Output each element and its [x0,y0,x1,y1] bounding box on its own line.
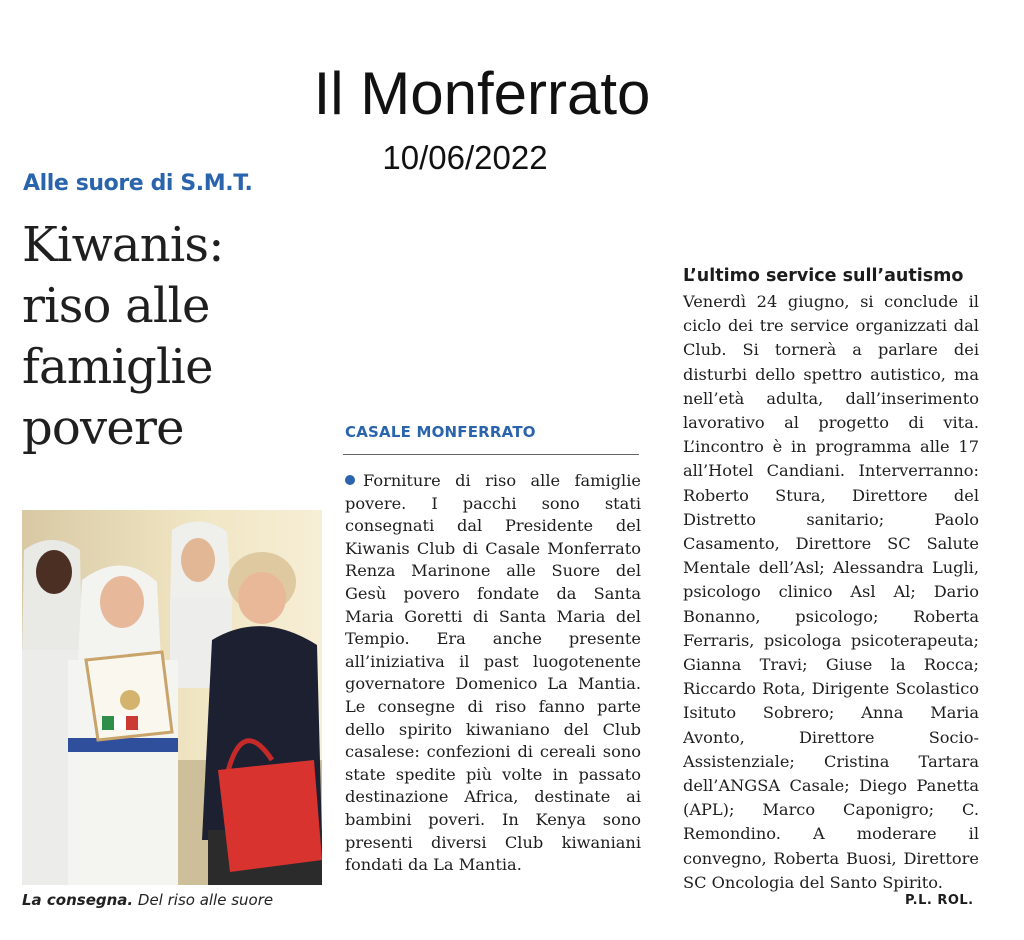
headline-line: povere [22,400,184,456]
article-byline: P.L. ROL. [905,893,974,908]
caption-lead: La consegna. [22,891,134,909]
sidebar-heading: L’ultimo service sull’autismo [683,266,964,286]
photo-caption [22,891,273,909]
section-label: CASALE MONFERRATO [345,423,536,441]
newspaper-masthead: Il Monferrato [313,60,651,127]
headline-line: Kiwanis: [22,217,224,273]
headline-line: famiglie [22,339,213,395]
caption-text: Del riso alle suore [133,891,274,909]
headline-line: riso alle [22,278,210,334]
article-body-text: Forniture di riso alle famiglie povere. I pacchi sono stati consegnati dal Presidente del Kiwanis Club di Casale Monferrato Renza Marinone alle Suore del Gesù povero fondate da Santa Maria Goretti di Santa Maria del Tempio. Era anche presente all’iniziativa il past luogotenente governatore Domenico La Mantia. Le consegne di riso fanno parte dello spirito kiwaniano del Club casalese: confezioni di cereali sono state spedite più volte in passato destinazione Africa, destinate ai bambini poveri. In Kenya sono presenti diversi Club kiwaniani fondati da La Mantia. [345,471,641,875]
publication-date: 10/06/2022 [382,139,548,176]
article-photo [22,510,322,885]
section-divider [343,454,639,455]
article-headline [22,215,224,459]
article-kicker: Alle suore di S.M.T. [23,171,253,196]
sidebar-body: Venerdì 24 giugno, si conclude il ciclo dei tre service organizzati dal Club. Si tornerà a parlare dei disturbi dello spettro autistico, ma nell’età adulta, dall’inserimento lavorativo al progetto di vita. L’incontro è in programma alle 17 all’Hotel Candiani. Interverranno: Roberto Stura, Direttore del Distretto sanitario; Paolo Casamento, Direttore SC Salute Mentale dell’Asl; Alessandra Lugli, psicologo clinico Asl Al; Dario Bonanno, psicologo; Roberta Ferraris, psicologa psicoterapeuta; Gianna Travi; Giuse la Rocca; Riccardo Rota, Dirigente Scolastico Isituto Sobrero; Anna Maria Avonto, Direttore Socio-Assistenziale; Cristina Tartara dell’ANGSA Casale; Diego Panetta (APL); Marco Caponigro; C. Remondino. A moderare il convegno, Roberta Buosi, Direttore SC Oncologia del Santo Spirito. [683,292,979,892]
article-body [345,470,641,877]
bullet-icon [345,475,355,485]
photo-illustration [22,510,322,885]
